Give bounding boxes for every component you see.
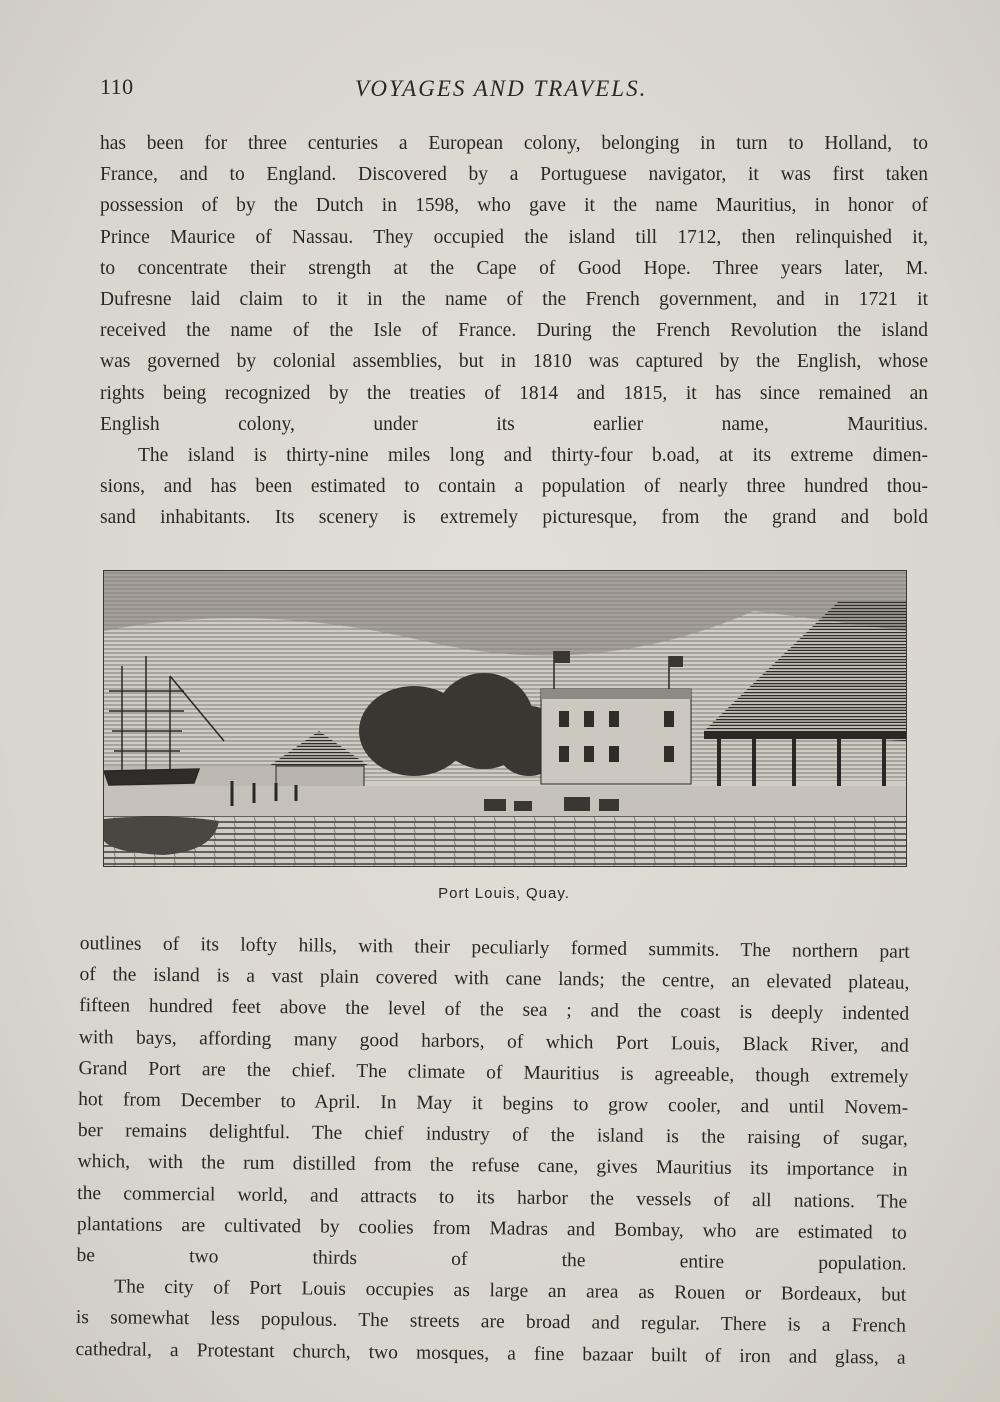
text-line: sions, and has been estimated to contain a population of nearly three hundred thou- xyxy=(100,476,928,498)
engraving-illustration xyxy=(103,570,907,867)
text-line: with bays, affording many good harbors, of which Port Louis, Black River, and xyxy=(78,1026,909,1057)
running-title: VOYAGES AND TRAVELS. xyxy=(355,76,648,101)
port-louis-quay-engraving xyxy=(104,571,906,866)
text-line: to concentrate their strength at the Cape of Good Hope. Three years later, M. xyxy=(100,257,928,279)
page-header xyxy=(100,74,900,104)
text-line: The city of Port Louis occupies as large an area as Rouen or Bordeaux, but xyxy=(114,1276,907,1306)
text-line: rights being recognized by the treaties of 1814 and 1815, it has since remained an xyxy=(100,382,928,404)
text-line: outlines of its lofty hills, with their peculiarly formed summits. The northern part xyxy=(79,932,910,963)
text-line: which, with the rum distilled from the refuse cane, gives Mauritius its importance in xyxy=(77,1151,908,1182)
text-line: is somewhat less populous. The streets are broad and regular. There is a French xyxy=(75,1307,906,1338)
text-block-top xyxy=(100,128,928,534)
text-line: English colony, under its earlier name, Mauritius. xyxy=(100,413,928,435)
text-line: be two thirds of the entire population. xyxy=(76,1245,907,1275)
text-line: cathedral, a Protestant church, two mosques, a fine bazaar built of iron and glass, a xyxy=(75,1338,906,1369)
text-line: The island is thirty-nine miles long and thirty-four b.oad, at its extreme dimen- xyxy=(138,445,928,467)
text-line: Dufresne laid claim to it in the name of the French government, and in 1721 it xyxy=(100,289,928,311)
text-line: sand inhabitants. Its scenery is extremely picturesque, from the grand and bold xyxy=(100,507,928,529)
text-line: Prince Maurice of Nassau. They occupied the island till 1712, then relinquished it, xyxy=(100,226,928,248)
text-line: Grand Port are the chief. The climate of Mauritius is agreeable, though extremely xyxy=(78,1057,909,1088)
text-line: fifteen hundred feet above the level of the sea ; and the coast is deeply indented xyxy=(79,995,910,1026)
text-line: hot from December to April. In May it begins to grow cooler, and until Novem- xyxy=(78,1089,909,1119)
text-line: received the name of the Isle of France. During the French Revolution the island xyxy=(100,320,928,342)
text-line: possession of by the Dutch in 1598, who gave it the name Mauritius, in honor of xyxy=(100,195,928,217)
text-block-bottom xyxy=(75,928,910,1374)
figure-caption: Port Louis, Quay. xyxy=(438,885,570,902)
text-line: has been for three centuries a European colony, belonging in turn to Holland, to xyxy=(100,133,928,154)
text-line: of the island is a vast plain covered with cane lands; the centre, an elevated plateau, xyxy=(79,964,910,994)
text-line: was governed by colonial assemblies, but in 1810 was captured by the English, whose xyxy=(100,351,928,373)
wooden-wharf xyxy=(104,816,906,866)
text-line: plantations are cultivated by coolies from Madras and Bombay, who are estimated to xyxy=(76,1213,907,1244)
text-line: the commercial world, and attracts to its harbor the vessels of all nations. The xyxy=(77,1182,908,1213)
text-line: ber remains delightful. The chief industry of the island is the raising of sugar, xyxy=(77,1120,908,1150)
text-line: France, and to England. Discovered by a Portuguese navigator, it was first taken xyxy=(100,164,928,186)
page-number: 110 xyxy=(100,74,134,99)
